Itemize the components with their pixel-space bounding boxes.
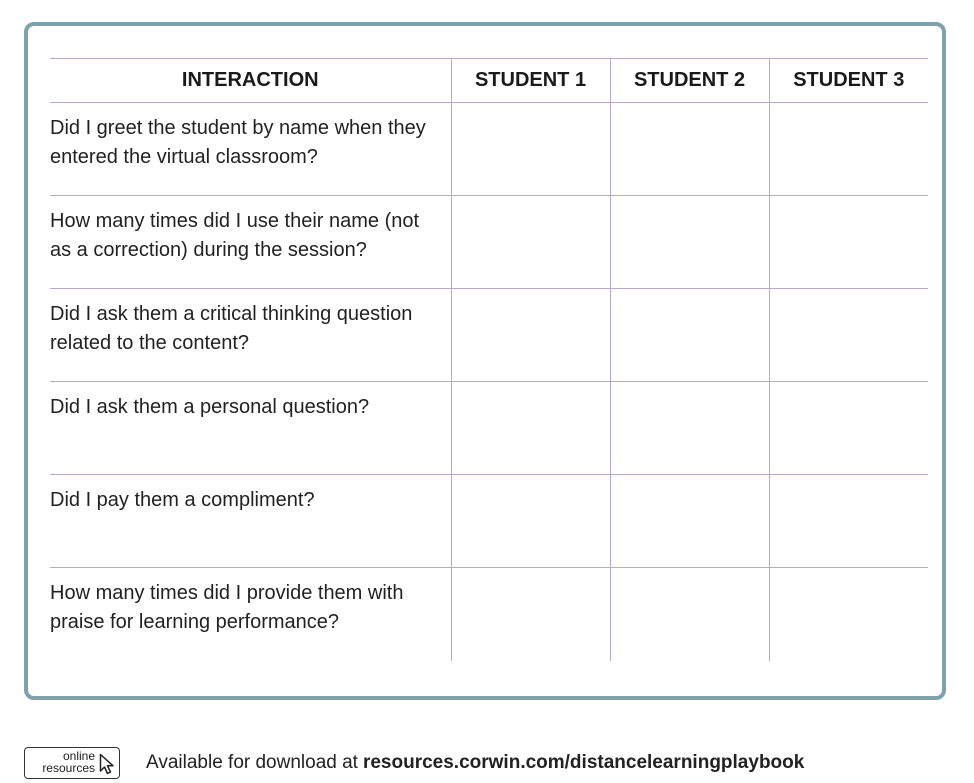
student-1-cell [451, 382, 610, 475]
column-header-interaction: INTERACTION [50, 59, 451, 103]
student-2-cell [610, 382, 769, 475]
table-row [50, 382, 928, 475]
student-1-cell [451, 475, 610, 568]
student-2-cell [610, 103, 769, 196]
interaction-question: How many times did I use their name (not as a correction) during the session? [50, 196, 451, 289]
interaction-question: Did I ask them a personal question? [50, 382, 451, 475]
table-row [50, 475, 928, 568]
interaction-question: Did I greet the student by name when they entered the virtual classroom? [50, 103, 451, 196]
student-2-cell [610, 568, 769, 661]
download-note-text: Available for download at [146, 752, 358, 773]
student-3-cell [769, 196, 928, 289]
download-url-link[interactable]: resources.corwin.com/distancelearningplaybook [362, 752, 805, 773]
student-1-cell [451, 196, 610, 289]
column-header-student-1: STUDENT 1 [451, 59, 610, 103]
student-3-cell [769, 475, 928, 568]
interaction-question: How many times did I provide them with praise for learning performance? [50, 582, 404, 633]
interaction-question: Did I pay them a compliment? [50, 475, 451, 568]
student-3-cell [769, 103, 928, 196]
student-2-cell [610, 475, 769, 568]
student-1-cell [451, 289, 610, 382]
student-3-cell [769, 289, 928, 382]
badge-label-online: online [62, 749, 95, 763]
student-3-cell [769, 568, 928, 661]
table-row [50, 103, 928, 196]
cursor-arrow-icon [99, 753, 115, 775]
interaction-question: Did I ask them a critical thinking question related to the content? [50, 289, 451, 382]
interaction-table [50, 58, 928, 661]
download-note [146, 752, 804, 774]
student-2-cell [610, 289, 769, 382]
table-row [50, 289, 928, 382]
table-row [50, 568, 928, 661]
student-1-cell [451, 103, 610, 196]
online-resources-badge [24, 747, 120, 779]
download-footer [24, 746, 804, 780]
student-2-cell [610, 196, 769, 289]
column-header-student-3: STUDENT 3 [769, 59, 928, 103]
badge-label-resources: resources [42, 761, 95, 775]
column-header-student-2: STUDENT 2 [610, 59, 769, 103]
student-3-cell [769, 382, 928, 475]
table-header-row [50, 59, 928, 103]
student-1-cell [451, 568, 610, 661]
table-row [50, 196, 928, 289]
